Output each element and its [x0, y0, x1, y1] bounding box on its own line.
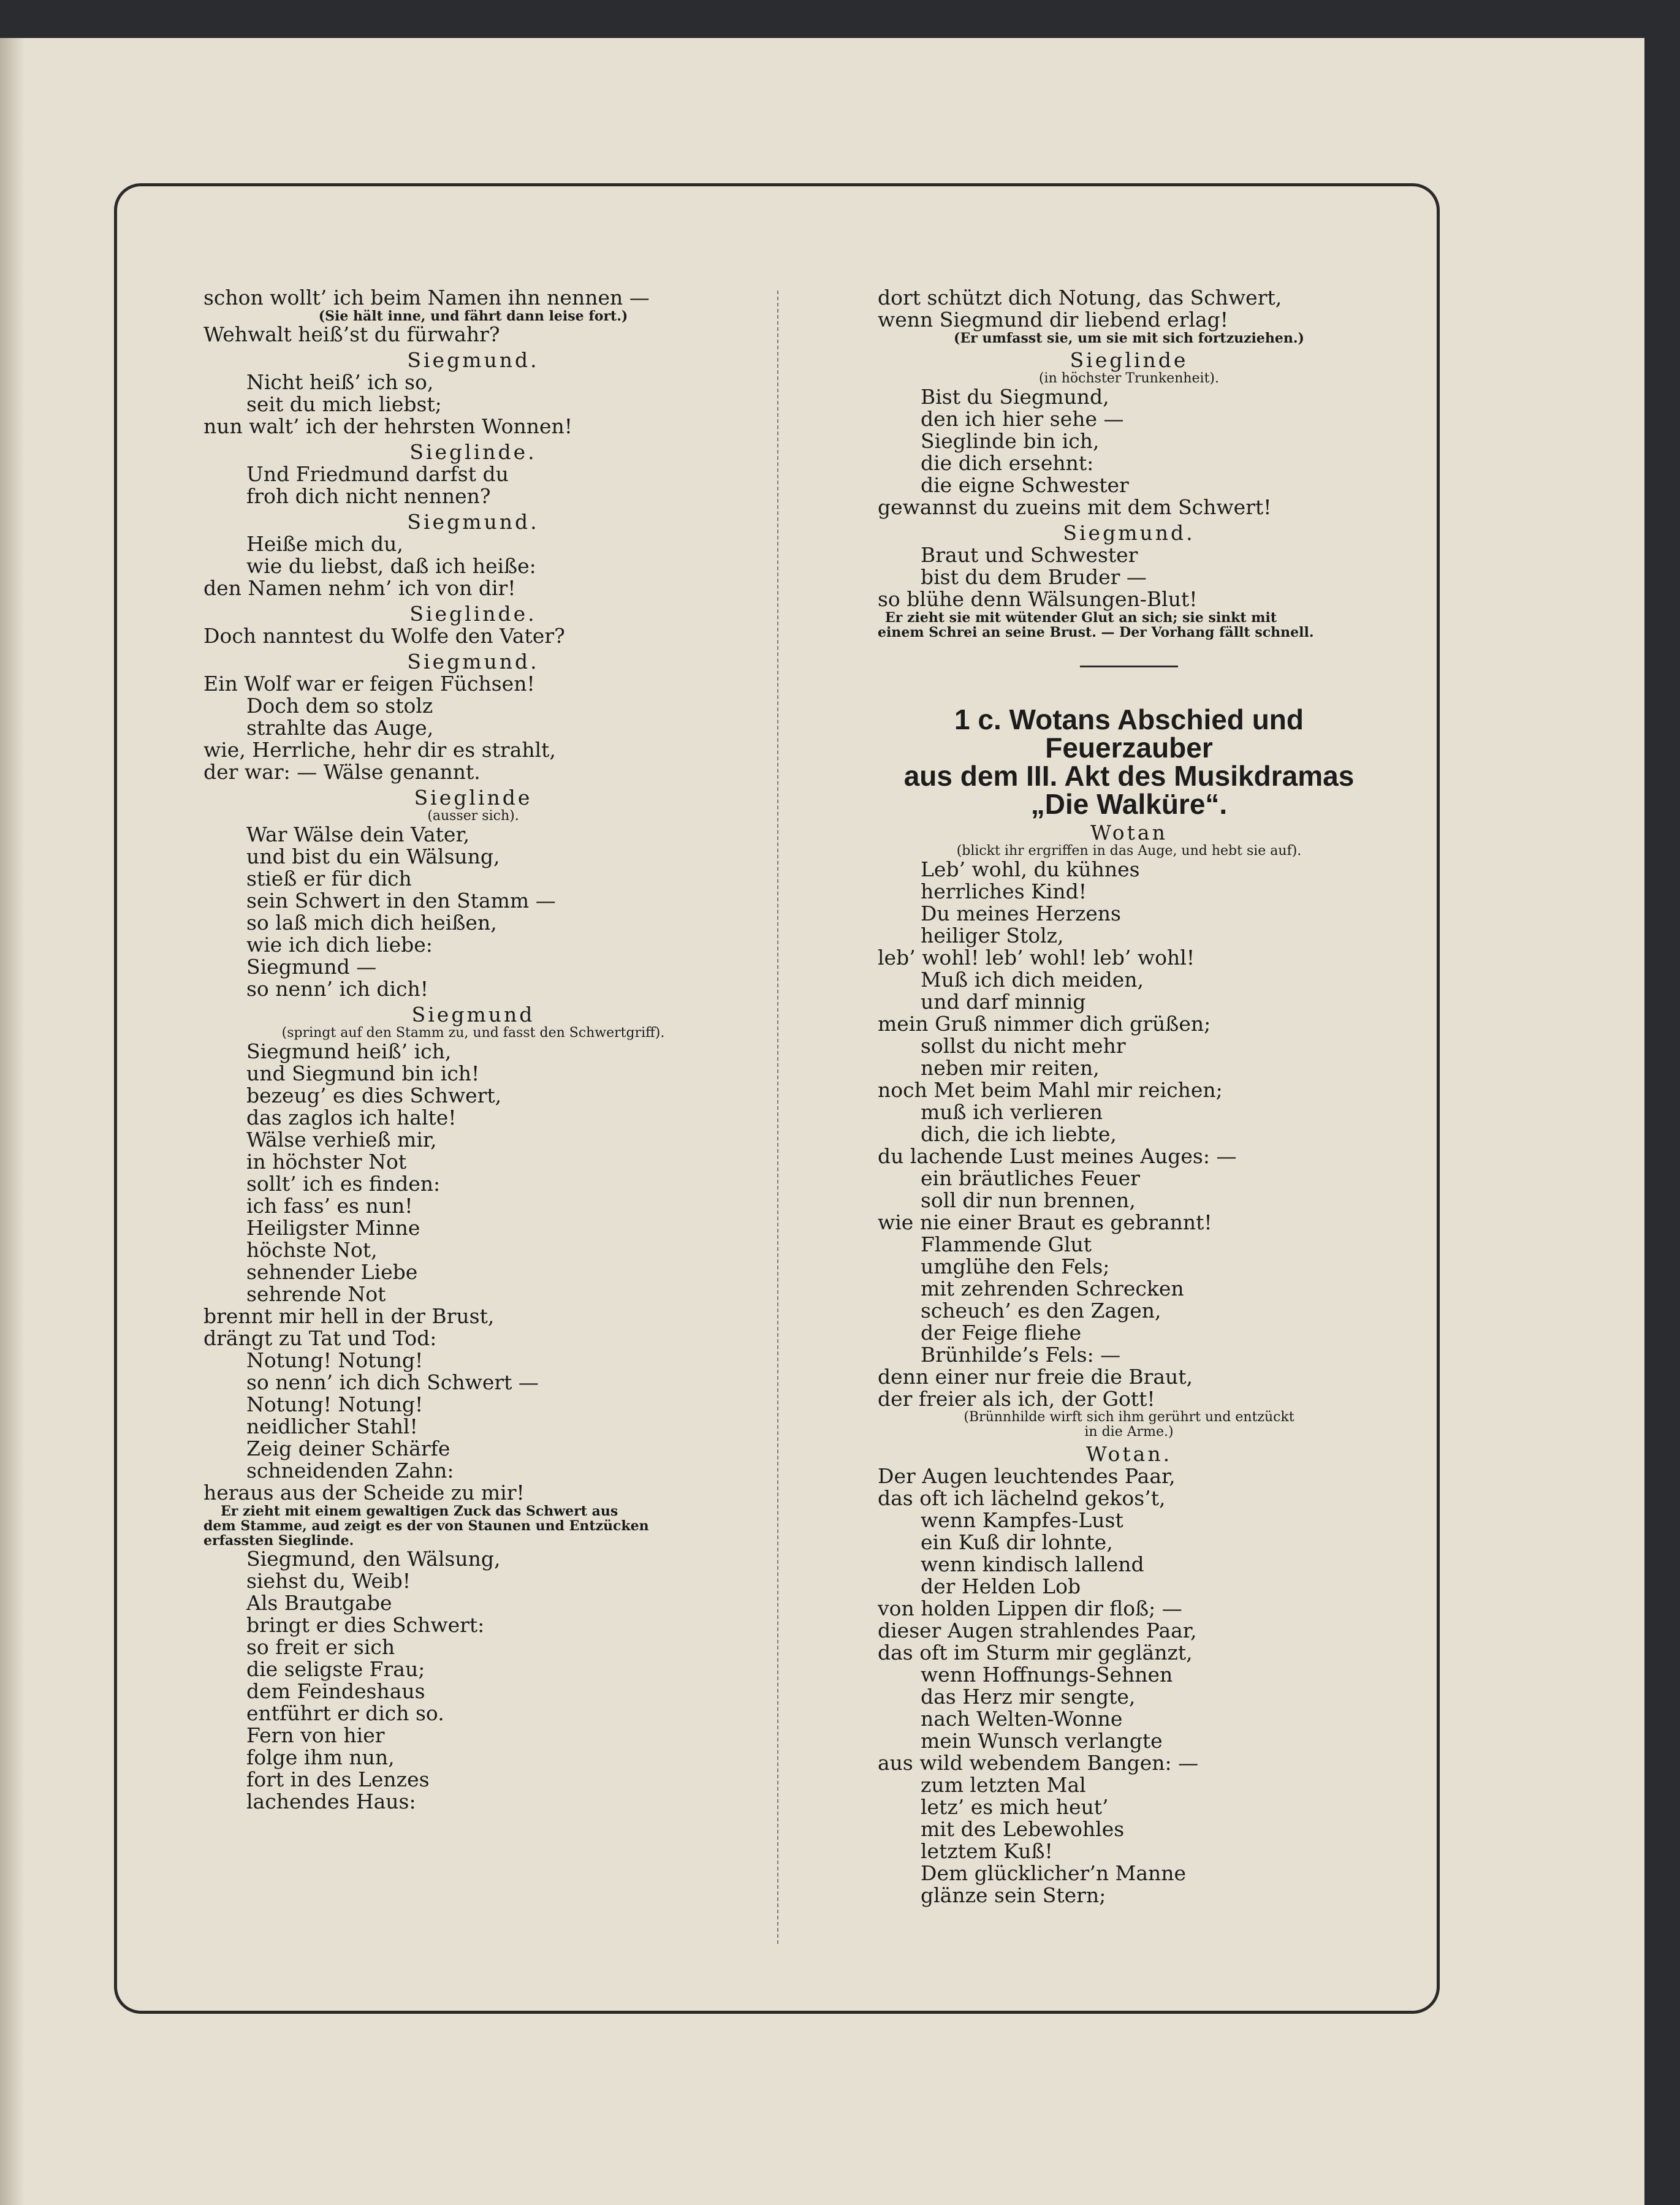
stage-direction: (in höchster Trunkenheit). [1038, 371, 1220, 386]
verse-line: Notung! Notung! [246, 1392, 424, 1416]
verse-line: höchste Not, [246, 1238, 378, 1262]
verse-line: wenn kindisch lallend [921, 1552, 1144, 1576]
verse-line: Wehwalt heiß’st du fürwahr? [203, 322, 500, 346]
verse-line: und Siegmund bin ich! [246, 1061, 480, 1085]
stage-direction: einem Schrei an seine Brust. — Der Vorhang fällt schnell. [878, 624, 1314, 640]
verse-line: letztem Kuß! [921, 1839, 1053, 1863]
verse-line: ein Kuß dir lohnte, [921, 1530, 1113, 1554]
verse-line: muß ich verlieren [921, 1100, 1103, 1124]
verse-line: sehrende Not [246, 1282, 386, 1306]
verse-line: denn einer nur freie die Braut, [878, 1365, 1193, 1389]
verse-line: Bist du Siegmund, [921, 385, 1109, 409]
verse-line: lachendes Haus: [246, 1789, 416, 1813]
verse-line: neidlicher Stahl! [246, 1414, 418, 1438]
verse-line: Doch nanntest du Wolfe den Vater? [203, 624, 565, 648]
section-separator [1080, 666, 1178, 667]
verse-line: folge ihm nun, [246, 1745, 395, 1769]
verse-line: gewannst du zueins mit dem Schwert! [878, 495, 1272, 519]
right-column [878, 287, 1380, 1907]
verse-line: drängt zu Tat und Tod: [203, 1326, 437, 1350]
verse-line: War Wälse dein Vater, [246, 822, 470, 846]
verse-line: wie nie einer Braut es gebrannt! [878, 1210, 1212, 1234]
verse-line: das oft im Sturm mir geglänzt, [878, 1641, 1193, 1664]
verse-line: schon wollt’ ich beim Namen ihn nennen — [203, 286, 650, 309]
verse-line: so blühe denn Wälsungen-Blut! [878, 587, 1198, 611]
verse-line: Flammende Glut [921, 1232, 1092, 1256]
verse-line: Zeig deiner Schärfe [246, 1436, 450, 1460]
section-title-line: „Die Walküre“. [1030, 788, 1228, 820]
verse-line: und darf minnig [921, 990, 1086, 1014]
verse-line: du lachende Lust meines Auges: — [878, 1144, 1237, 1168]
stage-direction: (Brünnhilde wirft sich ihm gerührt und entzückt [964, 1410, 1294, 1425]
verse-line: schneidenden Zahn: [246, 1459, 454, 1482]
verse-line: heiliger Stolz, [921, 924, 1064, 947]
section-title-line: 1 c. Wotans Abschied und Feuerzauber [954, 704, 1304, 764]
section-title-line: aus dem III. Akt des Musikdramas [903, 760, 1355, 792]
verse-line: siehst du, Weib! [246, 1569, 411, 1593]
verse-line: nun walt’ ich der hehrsten Wonnen! [203, 414, 573, 438]
verse-line: Wälse verhieß mir, [246, 1128, 437, 1152]
left-column [203, 287, 743, 1813]
verse-line: das Herz mir sengte, [921, 1685, 1136, 1709]
verse-line: Als Brautgabe [246, 1591, 392, 1615]
verse-line: so nenn’ ich dich Schwert — [246, 1370, 539, 1394]
speaker-name: Siegmund. [1063, 521, 1195, 545]
verse-line: den Namen nehm’ ich von dir! [203, 576, 516, 600]
verse-line: von holden Lippen dir floß; — [878, 1596, 1182, 1620]
verse-line: sehnender Liebe [246, 1260, 418, 1284]
stage-direction: in die Arme.) [1084, 1424, 1174, 1440]
speaker-name: Sieglinde. [409, 440, 537, 464]
verse-line: die seligste Frau; [246, 1657, 425, 1681]
speaker-name: Sieglinde [414, 786, 533, 810]
verse-line: bringt er dies Schwert: [246, 1613, 485, 1637]
stage-direction: (springt auf den Stamm zu, und fasst den Schwertgriff). [281, 1025, 665, 1041]
speaker-name: Siegmund. [407, 348, 539, 372]
verse-line: Fern von hier [246, 1723, 385, 1747]
verse-line: sollt’ ich es finden: [246, 1172, 441, 1196]
verse-line: Sieglinde bin ich, [921, 429, 1100, 453]
verse-line: den ich hier sehe — [921, 407, 1124, 431]
verse-line: dich, die ich liebte, [921, 1122, 1117, 1146]
verse-line: Leb’ wohl, du kühnes [921, 857, 1140, 881]
verse-line: nach Welten-Wonne [921, 1707, 1123, 1731]
verse-line: herrliches Kind! [921, 879, 1087, 903]
verse-line: mit des Lebewohles [921, 1817, 1125, 1841]
verse-line: und bist du ein Wälsung, [246, 844, 500, 868]
verse-line: Siegmund — [246, 955, 377, 979]
book-page [0, 38, 1644, 2205]
verse-line: dem Feindeshaus [246, 1679, 425, 1703]
verse-line: Siegmund heiß’ ich, [246, 1039, 452, 1063]
speaker-name: Siegmund [411, 1003, 535, 1027]
verse-line: letz’ es mich heut’ [921, 1795, 1109, 1819]
verse-line: Brünhilde’s Fels: — [921, 1343, 1121, 1367]
stage-direction: Er zieht mit einem gewaltigen Zuck das Schwert aus [221, 1503, 618, 1519]
verse-line: noch Met beim Mahl mir reichen; [878, 1078, 1223, 1102]
verse-line: der freier als ich, der Gott! [878, 1387, 1155, 1411]
verse-line: der Feige fliehe [921, 1321, 1082, 1345]
verse-line: Muß ich dich meiden, [921, 968, 1144, 992]
verse-line: wie du liebst, daß ich heiße: [246, 554, 536, 578]
stage-direction: (Sie hält inne, und fährt dann leise fort.) [318, 308, 628, 324]
verse-line: heraus aus der Scheide zu mir! [203, 1481, 525, 1505]
verse-line: so freit er sich [246, 1635, 395, 1659]
verse-line: aus wild webendem Bangen: — [878, 1751, 1199, 1775]
verse-line: wenn Siegmund dir liebend erlag! [878, 308, 1229, 332]
verse-line: wie, Herrliche, hehr dir es strahlt, [203, 738, 556, 762]
verse-line: Doch dem so stolz [246, 694, 433, 718]
verse-line: stieß er für dich [246, 867, 412, 890]
verse-line: sollst du nicht mehr [921, 1034, 1126, 1058]
verse-line: Der Augen leuchtendes Paar, [878, 1464, 1176, 1488]
verse-line: Siegmund, den Wälsung, [246, 1547, 501, 1571]
verse-line: dieser Augen strahlendes Paar, [878, 1619, 1197, 1642]
verse-line: Nicht heiß’ ich so, [246, 370, 434, 394]
verse-line: Braut und Schwester [921, 543, 1138, 567]
verse-line: ich fass’ es nun! [246, 1194, 413, 1218]
stage-direction: Er zieht sie mit wütender Glut an sich; sie sinkt mit [885, 610, 1277, 626]
verse-line: Notung! Notung! [246, 1348, 424, 1372]
verse-line: Heiligster Minne [246, 1216, 420, 1240]
verse-line: seit du mich liebst; [246, 392, 442, 416]
verse-line: wenn Hoffnungs-Sehnen [921, 1663, 1173, 1687]
verse-line: Heiße mich du, [246, 532, 403, 556]
speaker-name: Siegmund. [407, 650, 539, 674]
verse-line: mit zehrenden Schrecken [921, 1277, 1184, 1300]
speaker-name: Sieglinde [1070, 348, 1188, 372]
stage-direction: erfassten Sieglinde. [203, 1533, 354, 1549]
stage-direction: (ausser sich). [427, 808, 519, 824]
verse-line: fort in des Lenzes [246, 1767, 430, 1791]
verse-line: so laß mich dich heißen, [246, 911, 497, 935]
verse-line: mein Wunsch verlangte [921, 1729, 1163, 1753]
verse-line: mein Gruß nimmer dich grüßen; [878, 1012, 1211, 1036]
stage-direction: (blickt ihr ergriffen in das Auge, und hebt sie auf). [956, 843, 1302, 859]
verse-line: froh dich nicht nennen? [246, 484, 491, 508]
stage-direction: (Er umfasst sie, um sie mit sich fortzuziehen.) [954, 330, 1304, 346]
verse-line: bezeug’ es dies Schwert, [246, 1084, 502, 1107]
verse-line: das oft ich lächelnd gekos’t, [878, 1486, 1166, 1510]
verse-line: wenn Kampfes-Lust [921, 1508, 1123, 1532]
verse-line: die dich ersehnt: [921, 451, 1094, 475]
verse-line: soll dir nun brennen, [921, 1188, 1136, 1212]
verse-line: dort schützt dich Notung, das Schwert, [878, 286, 1282, 309]
verse-line: glänze sein Stern; [921, 1883, 1106, 1907]
verse-line: der war: — Wälse genannt. [203, 760, 481, 784]
speaker-name: Wotan. [1085, 1442, 1173, 1466]
verse-line: sein Schwert in den Stamm — [246, 889, 556, 913]
verse-line: Du meines Herzens [921, 901, 1121, 925]
stage-direction: dem Stamme, aud zeigt es der von Staunen und Entzücken [203, 1518, 649, 1534]
verse-line: in höchster Not [246, 1150, 407, 1174]
verse-line: leb’ wohl! leb’ wohl! leb’ wohl! [878, 946, 1195, 970]
verse-line: die eigne Schwester [921, 473, 1129, 497]
verse-line: wie ich dich liebe: [246, 933, 433, 957]
verse-line: Und Friedmund darfst du [246, 462, 509, 486]
verse-line: brennt mir hell in der Brust, [203, 1304, 495, 1328]
verse-line: umglühe den Fels; [921, 1254, 1110, 1278]
verse-line: neben mir reiten, [921, 1056, 1100, 1080]
column-divider [777, 290, 778, 1944]
verse-line: bist du dem Bruder — [921, 565, 1147, 589]
verse-line: strahlte das Auge, [246, 716, 434, 740]
verse-line: das zaglos ich halte! [246, 1106, 457, 1129]
verse-line: zum letzten Mal [921, 1773, 1086, 1797]
speaker-name: Wotan [1090, 821, 1168, 844]
speaker-name: Siegmund. [407, 510, 539, 534]
verse-line: scheuch’ es den Zagen, [921, 1299, 1161, 1323]
verse-line: Dem glücklicher’n Manne [921, 1861, 1187, 1885]
verse-line: so nenn’ ich dich! [246, 977, 429, 1001]
verse-line: ein bräutliches Feuer [921, 1166, 1140, 1190]
verse-line: Ein Wolf war er feigen Füchsen! [203, 672, 535, 696]
speaker-name: Sieglinde. [409, 602, 537, 626]
verse-line: der Helden Lob [921, 1574, 1081, 1598]
verse-line: entführt er dich so. [246, 1701, 444, 1725]
